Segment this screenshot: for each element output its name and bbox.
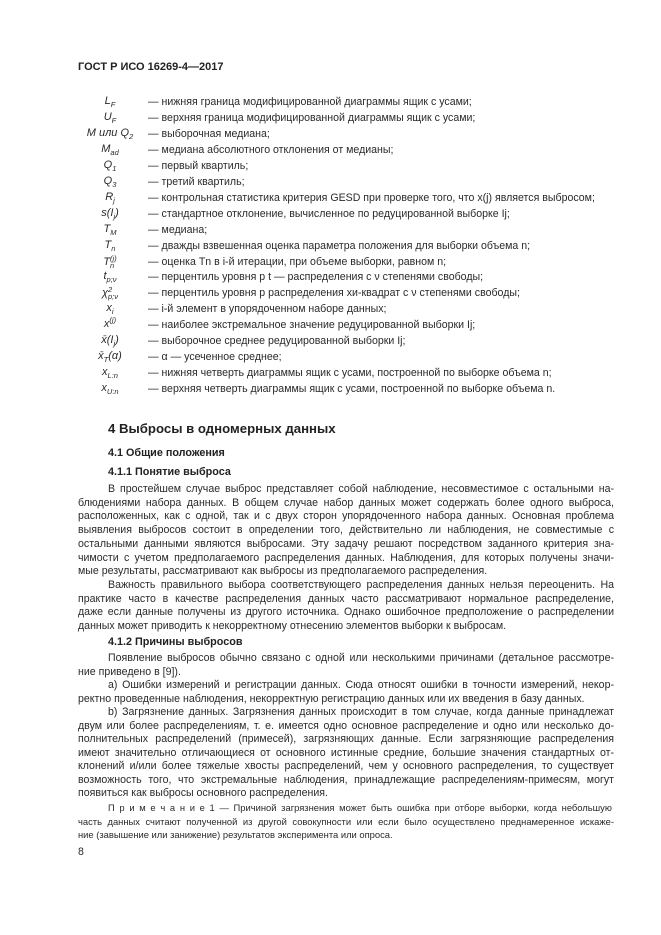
symbol-base: L: [104, 95, 111, 107]
paragraph-line: расположенных, как с одной, так и с двух сторон упорядоченного набора данных. Основная проблема: [78, 510, 614, 523]
paragraph-line: появиться как выбросы основного распределения.: [78, 787, 328, 799]
paragraph-line: практике часто в качестве распределения данных часто рассматривают нормальное распределение,: [78, 592, 614, 605]
paragraph-line: мые результаты, рассматривают как выбросы из предполагаемого распределения.: [78, 565, 488, 578]
symbol-base: Q: [103, 174, 113, 187]
symbol-subscript: L:n: [107, 371, 118, 381]
symbol-base: T: [103, 222, 111, 235]
symbol-subscript: ad: [110, 148, 119, 158]
symbol-description: — верхняя четверть диаграммы ящик с усами, построенной по выборке объема n.: [148, 383, 556, 396]
symbol: [70, 270, 150, 283]
symbol-subscript: M: [110, 227, 117, 237]
symbol-description: — первый квартиль;: [148, 159, 249, 172]
symbol-base: s(I: [101, 206, 114, 219]
subsection-heading-4-1-2: 4.1.2 Причины выбросов: [108, 636, 243, 648]
symbol-description: — дважды взвешенная оценка параметра положения для выборки объема n;: [148, 239, 531, 252]
subsection-heading-4-1: 4.1 Общие положения: [108, 447, 225, 459]
symbol-description: — медиана абсолютного отклонения от медианы;: [148, 143, 394, 156]
note-line: ние (завышение или занижение) результатов эксперимента или опроса.: [78, 829, 393, 840]
paragraph-line: выявления выбросов состоит в определении того, действительно ли наблюдения, не совместимые с: [78, 524, 614, 537]
symbol-description: — наиболее экстремальное значение редуцированной выборки Ij;: [148, 319, 476, 332]
symbol-subscript: F: [111, 116, 117, 126]
paragraph-line: двум или более распределениям, т. е. имеется одно основное распределение и одно или несколько до-: [78, 719, 614, 732]
symbol: [70, 159, 150, 172]
symbol: [70, 350, 150, 363]
symbol-base: x̄: [98, 350, 104, 363]
symbol-base: x: [102, 366, 108, 379]
symbol: [70, 302, 150, 315]
symbol-scripts: [110, 255, 117, 269]
symbol-description: — i-й элемент в упорядоченном наборе данных;: [148, 303, 387, 316]
paragraph-line: ректно проведенные наблюдения, некорректную регистрацию данных или их введения в базу данных.: [78, 692, 585, 705]
symbol-base: x: [103, 318, 110, 331]
paragraph-line: а) Ошибки измерений и регистрации данных. Сюда относят ошибки в точности измерений, некор-: [108, 679, 614, 691]
symbol-base: T: [103, 255, 111, 268]
symbol: [70, 207, 150, 220]
paragraph-line: возможность того, что экстремальные наблюдения, принадлежащие распределениям-примесям, могут: [78, 773, 614, 786]
symbol-description: — выборочная медиана;: [148, 127, 270, 140]
symbol-superscript: (j): [109, 315, 117, 325]
symbol-subscript: U:n: [106, 387, 119, 397]
section-heading: 4 Выбросы в одномерных данных: [108, 421, 336, 436]
symbol: [70, 239, 150, 252]
symbol-subscript: p;ν: [108, 292, 119, 302]
symbol-base: M: [101, 142, 111, 155]
symbol-base: R: [105, 190, 114, 203]
symbol-superscript: 2: [108, 285, 113, 295]
paragraph-line: b) Загрязнение данных. Загрязнения данных происходит в том случае, когда данные принадлежат: [108, 706, 614, 718]
symbol: [70, 111, 150, 124]
symbol: [70, 255, 150, 269]
symbol-subscript: i: [111, 307, 114, 317]
symbol-description: — нижняя граница модифицированной диаграммы ящик с усами;: [148, 96, 472, 108]
symbol-description: — третий квартиль;: [148, 175, 245, 188]
symbol-suffix: (α): [108, 350, 122, 363]
symbol-description: — контрольная статистика критерия GESD при проверке того, что x(j) является выбросом;: [148, 191, 595, 204]
symbol-description: — оценка Tn в i-й итерации, при объеме выборки, равном n;: [148, 255, 447, 268]
paragraph-line: блюдениями набора данных. В общем случае набор данных может содержать более одного выброса,: [78, 496, 614, 509]
symbol: [70, 315, 150, 331]
symbol: [70, 223, 150, 236]
symbol-subscript: 3: [112, 179, 117, 189]
symbol: [70, 286, 150, 300]
symbol-description: — верхняя граница модифицированной диаграммы ящик с усами;: [148, 111, 476, 124]
symbol: [70, 127, 150, 140]
symbol-superscript: (j): [110, 253, 117, 263]
symbol-base: χ: [101, 287, 108, 300]
page-number: 8: [78, 846, 84, 858]
symbol-base: x: [101, 382, 107, 395]
symbol-suffix: ): [115, 334, 119, 347]
paragraph-line: остальными данными являются выбросами. Эту задачу решают посредством заданного критерия зна-: [78, 537, 614, 550]
paragraph-line: В простейшем случае выброс представляет собой наблюдение, несовместимое с остальными на-: [108, 483, 614, 495]
symbol-base: x̄(I: [101, 334, 114, 347]
symbol-subscript: 2: [129, 132, 134, 142]
symbol-subscript: p;ν: [106, 275, 117, 285]
symbol-base: M или Q: [86, 126, 130, 139]
symbol-base: Q: [103, 158, 113, 171]
symbol-subscript: n: [110, 260, 115, 270]
symbol-description: — нижняя четверть диаграммы ящик с усами, построенной по выборке объема n;: [148, 367, 552, 380]
paragraph-line: полнительных распределений (примесей), загрязняющих данные. Если загрязняющие распределения: [78, 733, 614, 745]
symbol-description: — перцентиль уровня p распределения хи-квадрат с ν степенями свободы;: [148, 287, 520, 300]
symbol: [70, 175, 150, 188]
paragraph-line: данных может приводить к некорректному отнесению элементов выборки к выбросам.: [78, 620, 507, 632]
note-line: П р и м е ч а н и е 1 — Причиной загрязнения может быть ошибка при отборе выборки, когда небольшую: [108, 802, 612, 813]
symbol-subscript: j: [113, 195, 115, 205]
paragraph-line: Появление выбросов обычно связано с одной или несколькими причинами (детальное рассмотре-: [108, 652, 614, 664]
symbol-subscript: T: [103, 355, 109, 365]
symbol-subscript: j: [113, 211, 116, 221]
paragraph-line: ние приведено в [9]).: [78, 665, 181, 678]
symbol: [70, 95, 150, 108]
symbol-description: — α — усеченное среднее;: [148, 351, 282, 364]
paragraph-line: Важность правильного выбора соответствующего распределения данных нельзя переоценить. На: [108, 578, 614, 591]
paragraph-line: чимости с учетом предполагаемого распределения данных. Наблюдения, для которых получены значи-: [78, 551, 614, 564]
symbol-base: x: [106, 302, 112, 315]
symbol-description: — перцентиль уровня p t — распределения с ν степенями свободы;: [148, 271, 484, 284]
subsection-heading-4-1-1: 4.1.1 Понятие выброса: [108, 466, 231, 478]
symbol: [70, 191, 150, 204]
symbol-scripts: [108, 286, 118, 300]
symbol-subscript: n: [111, 243, 116, 253]
symbol: [70, 366, 150, 379]
paragraph-line: даже если данные получены из другого источника. Однако ошибочное предположение о распределении: [78, 606, 614, 619]
symbol-subscript: j: [113, 339, 116, 349]
symbol: [70, 334, 150, 347]
document-header: ГОСТ Р ИСО 16269-4—2017: [78, 61, 224, 73]
symbol-subscript: F: [110, 100, 116, 110]
symbol-base: t: [103, 270, 107, 283]
note-line: часть данных считают полученной из другой совокупности или если было осуществлено преднамеренное искаже-: [78, 815, 614, 827]
symbol-suffix: ): [115, 206, 119, 219]
symbol-subscript: 1: [112, 163, 117, 173]
symbol-base: U: [103, 110, 112, 123]
paragraph-line: имеют значительно отличающиеся от основного истинные средние, большие значения стандартных от-: [78, 746, 614, 759]
paragraph-line: клонений и/или более тяжелые хвосты распределений, чем у основного распределения, то существует: [78, 760, 614, 772]
symbol-description: — медиана;: [148, 223, 208, 236]
symbol: [70, 143, 150, 156]
symbol: [70, 382, 150, 395]
symbol-description: — выборочное среднее редуцированной выборки Ij;: [148, 335, 406, 348]
symbol-description: — стандартное отклонение, вычисленное по редуцированной выборке Ij;: [148, 207, 510, 220]
symbol-base: T: [104, 238, 112, 251]
